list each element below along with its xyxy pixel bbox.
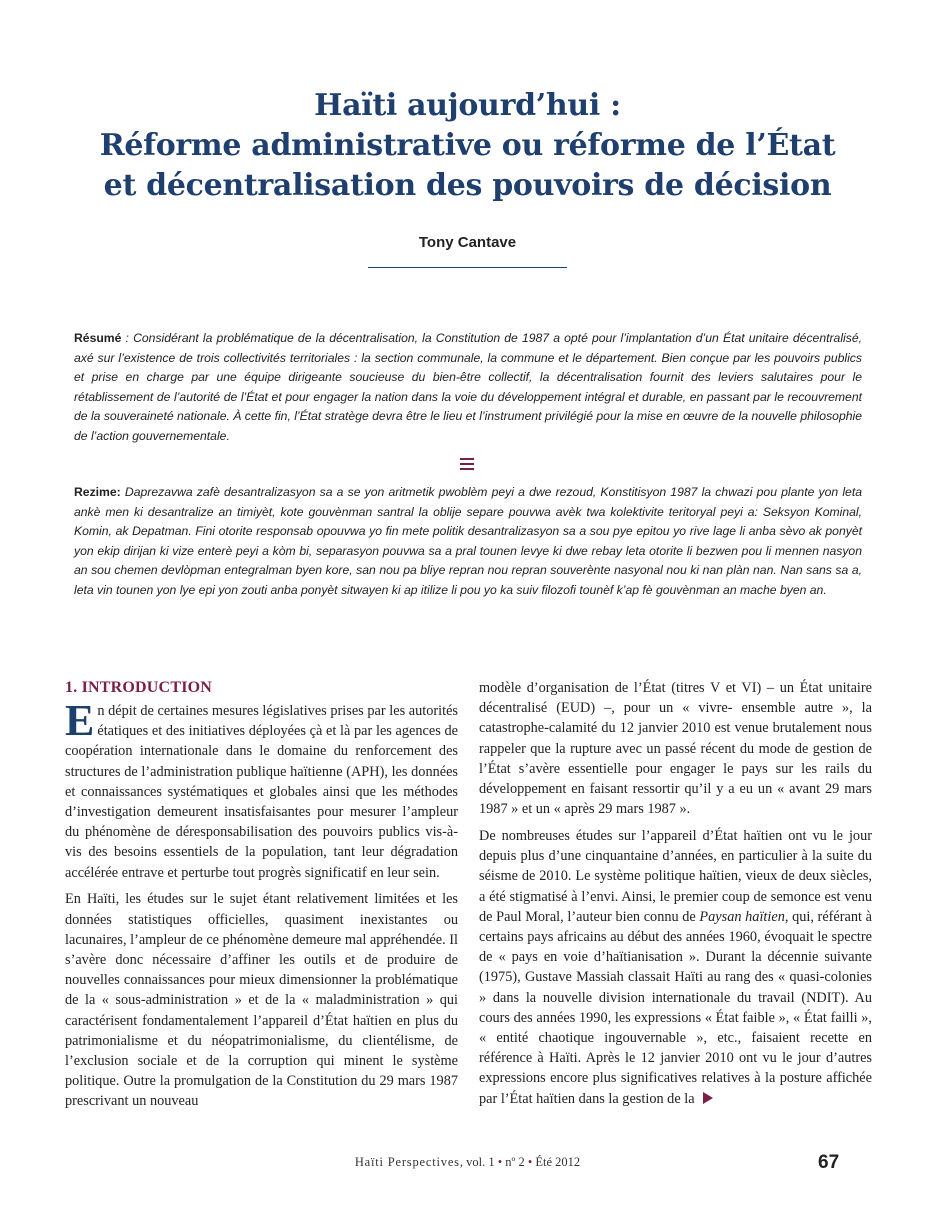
- article-title: [60, 86, 875, 206]
- paragraph-text: n dépit de certaines mesures législatives prises par les autorités étatiques et des initiatives déployées çà et là par les agences de coopération internationale dans le domaine du renforcement des structures de l’administration publique haïtienne (APH), les données et connaissances systématiques et globales ainsi que les méthodes d’investigation demeurent insatisfaisantes pour mesurer l’ampleur du phénomène de déresponsabilisation des pouvoirs publics vis-à-vis des besoins essentiels de la population, tant leur dégradation accélérée entrave et perturbe tout progrès significatif en leur sein.: [65, 703, 458, 881]
- abstract-creole-text: Daprezavwa zafè desantralizasyon sa a se yon aritmetik pwoblèm peyi a dwe rezoud, Konstitisyon 1987 la chwazi pou plante yon leta ankè men ki desantralize an timiyèt, kote gouvènman santral la oblije separe pouvwa avèk twa kolektivite teritoryal peyi a: Seksyon Kominal, Komin, ak Depatman. Fini otorite responsab opouvwa yo fin mete politik desantralizasyon sa a sou pye epitou yo rive lage li anba sèvo ak ponyèt yon ekip dirijan ki vize enterè peyi a kòm bi, separasyon pouvwa sa a pral tounen levye ki dwe rebay leta otorite li bezwen pou li mennen nasyon an sou chemen devlòpman entegralman byen kore, san nou pa bliye repran nou repran souverènte nasyonal nou ki nan plàn nan. Nan sans sa a, leta vin tounen yon lye epi yon zouti anba ponyèt sitwayen ki ap itilize li pou yo ka suiv filozofi tounèf k’ap fè gouvènman an mache byen an.: [74, 485, 862, 597]
- abstract-french-text: : Considérant la problématique de la décentralisation, la Constitution de 1987 a opté pour l’implantation d’un État unitaire décentralisé, axé sur l’existence de trois collectivités territoriales : la section communale, la commune et le département. Bien conçue par les pouvoirs publics et prise en charge par une équipe dirigeante soucieuse du bien-être collectif, la décentralisation fournit des leviers salutaires pour le rétablissement de l’autorité de l’État et pour engager la nation dans la voie du développement intégral et durable, en passant par le recouvrement de la souveraineté nationale. À cette fin, l’État stratège devra être le lieu et l’instrument privilégié pour la mise en œuvre de la nouvelle philosophie de l’action gouvernementale.: [74, 331, 862, 443]
- footer-season: Été 2012: [532, 1155, 581, 1169]
- abstract-creole: [74, 483, 862, 601]
- paragraph-text: , qui, référant à certains pays africains au début des années 1960, évoquait le spectre de « pays en voie d’haïtianisation ». Durant la décennie suivante (1975), Gustave Massiah classait Haïti au rang des « quasi-colonies » dans la nouvelle division internationale du travail (NDIT). Au cours des années 1990, les expressions « État faible », « État failli », « entité chaotique ingouvernable », etc., faisaient recette en référence à Haïti. Après le 12 janvier 2010 ont vu le jour d’autres expressions encore plus significatives relatives à la posture affichée par l’État haïtien dans la gestion de la: [479, 908, 872, 1107]
- abstract-creole-label: Rezime:: [74, 485, 121, 499]
- body-column-right: [479, 678, 872, 1115]
- title-line-3: et décentralisation des pouvoirs de décision: [103, 168, 832, 203]
- page-footer: [0, 1155, 935, 1170]
- book-title: Paysan haïtien: [699, 908, 785, 925]
- drop-cap: E: [65, 696, 95, 745]
- title-line-1: Haïti aujourd’hui :: [314, 88, 621, 123]
- abstract-french: [74, 329, 862, 447]
- footer-issue: nº 2: [502, 1155, 528, 1169]
- paragraph: [65, 696, 458, 883]
- journal-name: Haïti Perspectives: [354, 1155, 460, 1169]
- paragraph: modèle d’organisation de l’État (titres V et VI) – un État unitaire décentralisé (EUD) –, pour un « vivre- ensemble autre », la catastrophe-calamité du 12 janvier 2010 est venue brutalement nous rappeler que la rupture avec un passé récent du mode de gestion de l’État s’avère essentielle pour engager le pays sur les rails du développement en faisant ressortir qu’il y a eu un « avant 29 mars 1987 » et un « après 29 mars 1987 ».: [479, 680, 872, 818]
- continue-arrow-icon: [703, 1092, 713, 1104]
- footer-volume: , vol. 1: [459, 1155, 498, 1169]
- body-column-left: [65, 678, 458, 1118]
- section-heading: 1. INTRODUCTION: [65, 679, 213, 696]
- author-name: Tony Cantave: [418, 234, 517, 251]
- title-line-2: Réforme administrative ou réforme de l’État: [99, 128, 836, 163]
- paragraph-text: De nombreuses études sur l’appareil d’État haïtien ont vu le jour depuis plus d’une cinquantaine d’années, en particulier à la suite du séisme de 2010. Le système politique haïtien, vieux de deux siècles, a été stigmatisé à l’envi. Ainsi, le premier coup de semonce est venu de Paul Moral, l’auteur bien connu de: [479, 827, 872, 925]
- title-divider: [368, 267, 567, 268]
- abstract-french-label: Résumé: [74, 331, 122, 345]
- paragraph: [479, 826, 872, 1109]
- triple-bar-icon: [460, 458, 474, 472]
- page-number: 67: [818, 1152, 840, 1173]
- paragraph: En Haïti, les études sur le sujet étant relativement limitées et les données statistiques officielles, quasiment inexistantes ou lacunaires, l’ampleur de ce phénomène demeure mal appréhendée. Il s’avère donc nécessaire d’affiner les outils et de produire de nouvelles connaissances pour mieux dimensionner la problématique de la « sous-administration » et de la « maladministration » qui caractérisent fondamentalement l’appareil d’État haïtien en plus du patrimonialisme et du néopatrimonialisme, du clientélisme, de l’exclusion sociale et de la corruption qui minent le système politique. Outre la promulgation de la Constitution du 29 mars 1987 prescrivant un nouveau: [65, 891, 458, 1110]
- footer-bullet: •: [527, 1155, 533, 1169]
- footer-bullet: •: [497, 1155, 503, 1169]
